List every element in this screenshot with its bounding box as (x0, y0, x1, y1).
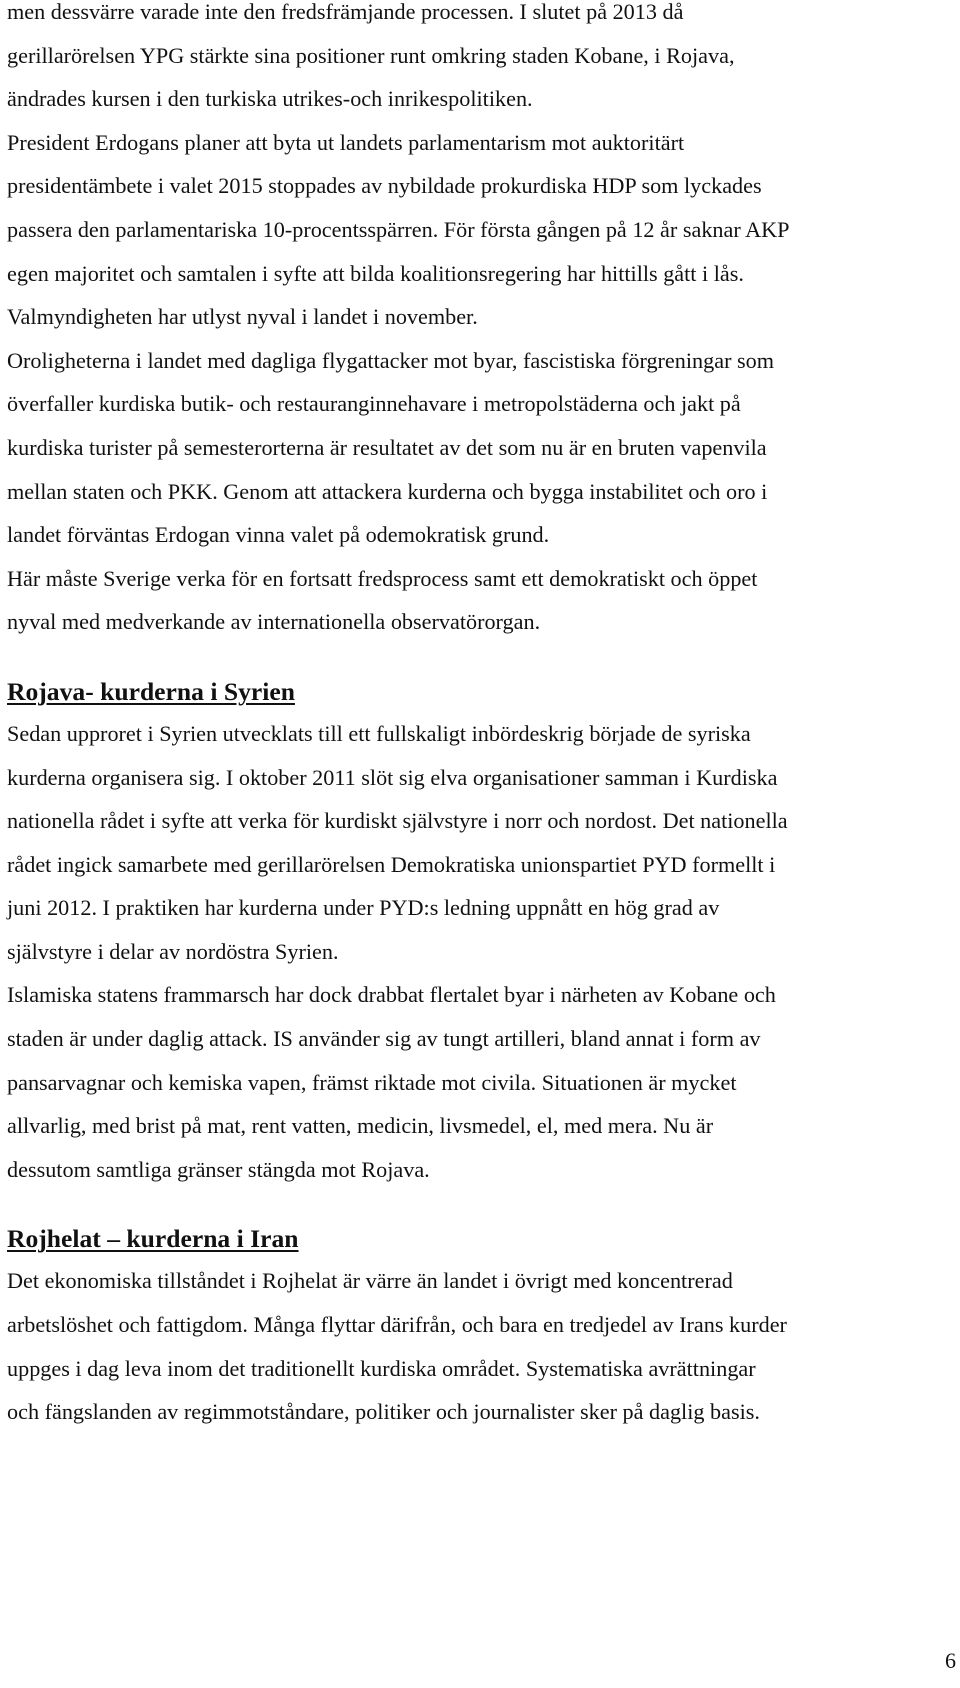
body-text-line: självstyre i delar av nordöstra Syrien. (7, 938, 339, 964)
body-text-line: egen majoritet och samtalen i syfte att bilda koalitionsregering har hittills gått i lås. (7, 260, 744, 286)
body-text-line: dessutom samtliga gränser stängda mot Rojava. (7, 1156, 430, 1182)
body-text-line: staden är under daglig attack. IS använder sig av tungt artilleri, bland annat i form av (7, 1026, 761, 1052)
body-text-line: arbetslöshet och fattigdom. Många flyttar därifrån, och bara en tredjedel av Irans kurder (7, 1312, 787, 1338)
body-text-line: gerillarörelsen YPG stärkte sina positioner runt omkring staden Kobane, i Rojava, (7, 42, 735, 68)
body-text-line: President Erdogans planer att byta ut landets parlamentarism mot auktoritärt (7, 129, 685, 155)
body-text-line: rådet ingick samarbete med gerillarörelsen Demokratiska unionspartiet PYD formellt i (7, 851, 776, 877)
body-text-line: Sedan upproret i Syrien utvecklats till ett fullskaligt inbördeskrig började de syriska (7, 720, 751, 746)
body-text-line: Det ekonomiska tillståndet i Rojhelat är värre än landet i övrigt med koncentrerad (7, 1268, 733, 1294)
body-text-line: allvarlig, med brist på mat, rent vatten, medicin, livsmedel, el, med mera. Nu är (7, 1113, 714, 1139)
body-text-line: överfaller kurdiska butik- och restauranginnehavare i metropolstäderna och jakt på (7, 391, 741, 417)
body-text-line: nationella rådet i syfte att verka för kurdiskt självstyre i norr och nordost. Det nationella (7, 808, 788, 834)
body-text-line: uppges i dag leva inom det traditionellt kurdiska området. Systematiska avrättningar (7, 1355, 756, 1381)
body-text-line: juni 2012. I praktiken har kurderna under PYD:s ledning uppnått en hög grad av (7, 895, 720, 921)
body-text-line: kurderna organisera sig. I oktober 2011 slöt sig elva organisationer samman i Kurdiska (7, 764, 778, 790)
body-text-line: landet förväntas Erdogan vinna valet på odemokratisk grund. (7, 522, 550, 548)
body-text-line: Islamiska statens frammarsch har dock drabbat flertalet byar i närheten av Kobane och (7, 982, 776, 1008)
body-text-line: och fängslanden av regimmotståndare, politiker och journalister sker på daglig basis. (7, 1399, 760, 1425)
section-rojava (7, 672, 957, 1192)
body-text-line: Oroligheterna i landet med dagliga flygattacker mot byar, fascistiska förgreningar som (7, 347, 774, 373)
body-text-line: kurdiska turister på semesterorterna är resultatet av det som nu är en bruten vapenvila (7, 434, 767, 460)
body-text-line: nyval med medverkande av internationella observatörorgan. (7, 609, 541, 635)
section-heading-rojhelat: Rojhelat – kurderna i Iran (7, 1224, 299, 1254)
body-text-line: pansarvagnar och kemiska vapen, främst riktade mot civila. Situationen är mycket (7, 1069, 737, 1095)
body-text-line: ändrades kursen i den turkiska utrikes-och inrikespolitiken. (7, 86, 533, 112)
body-text-line: men dessvärre varade inte den fredsfrämjande processen. I slutet på 2013 då (7, 0, 684, 24)
body-text-line: Valmyndigheten har utlyst nyval i landet i november. (7, 304, 478, 330)
page-number: 6 (945, 1648, 956, 1673)
document-page (7, 0, 957, 1434)
body-text-line: passera den parlamentariska 10-procentsspärren. För första gången på 12 år saknar AKP (7, 216, 790, 242)
section-turkey-continued (7, 0, 957, 644)
body-text-line: presidentämbete i valet 2015 stoppades av nybildade prokurdiska HDP som lyckades (7, 173, 762, 199)
section-heading-rojava: Rojava- kurderna i Syrien (7, 676, 295, 706)
body-text-line: mellan staten och PKK. Genom att attackera kurderna och bygga instabilitet och oro i (7, 478, 768, 504)
section-rojhelat (7, 1219, 957, 1433)
body-text-line: Här måste Sverige verka för en fortsatt fredsprocess samt ett demokratiskt och öppet (7, 565, 758, 591)
